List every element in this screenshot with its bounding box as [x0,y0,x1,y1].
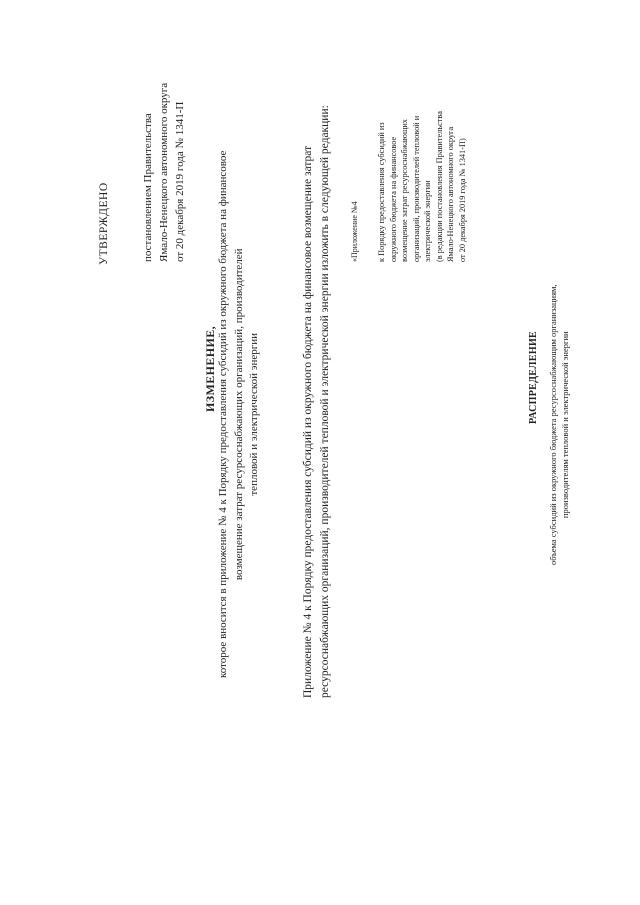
appendix-line: возмещение затрат ресурсоснабжающих [400,119,409,262]
approval-stamp [97,182,111,265]
appendix-line: к Порядку предоставления субсидий из [377,122,386,262]
appendix-line: окружного бюджета на финансовое [388,136,398,262]
distribution-line-2: производителям тепловой и электрической энергии [560,331,570,519]
amendment-line-1: которое вносится в приложение № 4 к Порядку предоставления субсидий из окружного бюджета на финансовое [217,150,229,678]
intro-line-1: Приложение № 4 к Порядку предоставления субсидий из окружного бюджета на финансовое возмещение затрат [302,145,314,698]
resolution-line-2: Ямало-Ненецкого автономного округа [158,82,170,262]
appendix-line: организаций, производителей тепловой и [411,115,421,262]
distribution-heading: РАСПРЕДЕЛЕНИЕ [528,331,539,424]
appendix-line: от 20 декабря 2019 года № 1341-П) [457,138,467,262]
amendment-description [216,151,263,678]
appendix-line: Ямало-Ненецкого автономного округа [446,126,455,262]
amendment-line-3: тепловой и электрической энергии [248,332,260,496]
appendix-heading [350,201,360,262]
intro-line-2: ресурсоснабжающих организаций, производителей тепловой и электрической энергии изложить в следующей редакции: [319,105,331,698]
resolution-line-3: от 20 декабря 2019 года № 1341-П [174,101,186,262]
appendix-line: (в редакции постановления Правительства [434,111,444,262]
appendix-reference-block [376,111,468,262]
intro-paragraph [300,105,334,698]
amendment-line-2: возмещение затрат ресурсоснабжающих организаций, производителей [232,248,245,581]
appendix-line: электрической энергии [423,180,432,262]
distribution-subtitle [547,285,571,566]
approval-title: УТВЕРЖДЕНО [98,182,110,265]
appendix-heading-text: «Приложение №4 [350,201,359,262]
amendment-heading: ИЗМЕНЕНИЕ, [203,325,217,412]
distribution-line-1: объема субсидий из окружного бюджета ресурсоснабжающим организациям, [548,284,558,565]
distribution-title [528,331,541,424]
resolution-reference [140,83,188,262]
resolution-line-1: постановлением Правительства [142,113,154,262]
